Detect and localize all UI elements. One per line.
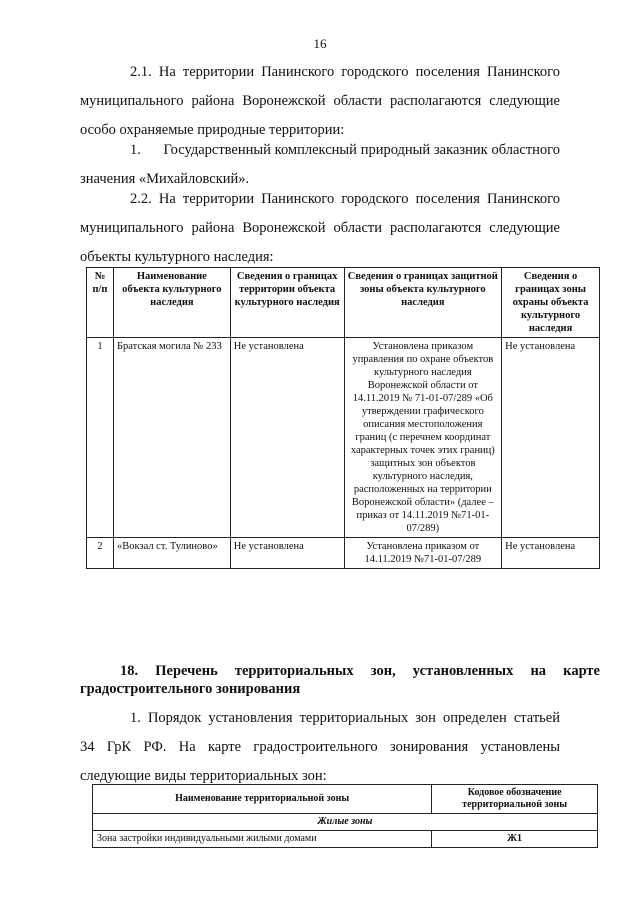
cell-protection-zone: Не установлена xyxy=(502,338,600,538)
intro-paragraph xyxy=(80,58,560,145)
list-item-line: 1. Государственный комплексный природный заказник областного xyxy=(130,142,560,158)
zones-group-row xyxy=(93,814,598,831)
section-heading-line: градостроительного зонирования xyxy=(80,681,301,697)
cell-name: Братская могила № 233 xyxy=(113,338,230,538)
section-heading-line: 18. Перечень территориальных зон, установленных на карте xyxy=(120,663,600,679)
zones-header-name: Наименование территориальной зоны xyxy=(93,785,432,814)
zones-intro-line: 1. Порядок установления территориальных зон определен статьей xyxy=(130,710,560,726)
cell-territory: Не установлена xyxy=(230,538,344,569)
intro2-line: муниципального района Воронежской области располагаются следующие xyxy=(80,220,560,236)
intro-line: 2.1. На территории Панинского городского поселения Панинского xyxy=(130,64,560,80)
intro2-line: 2.2. На территории Панинского городского поселения Панинского xyxy=(130,191,560,207)
cell-protection-zone: Не установлена xyxy=(502,538,600,569)
table-row xyxy=(87,538,600,569)
zones-group-label: Жилые зоны xyxy=(93,814,598,831)
zones-header-code: Кодовое обозначение территориальной зоны xyxy=(432,785,598,814)
page-number: 16 xyxy=(313,36,327,51)
table-row xyxy=(87,338,600,538)
cell-protective-zone: Установлена приказом управления по охране объектов культурного наследия Воронежской области от 14.11.2019 № 71-01-07/289 «Об утверждении графического описания местоположения границ (с перечнем координат характерных точек этих границ) защитных зон объектов культурного наследия, расположенных на территории Воронежской области» (далее – приказ от 14.11.2019 №71-01-07/289) xyxy=(344,338,502,538)
zones-intro-line: 34 ГрК РФ. На карте градостроительного зонирования установлены xyxy=(80,739,560,755)
cell-num: 1 xyxy=(87,338,114,538)
header-protection-zone: Сведения о границах зоны охраны объекта культурного наследия xyxy=(502,268,600,338)
heritage-table xyxy=(86,267,600,569)
intro2-paragraph xyxy=(80,185,560,272)
intro-line: особо охраняемые природные территории: xyxy=(80,122,345,138)
table-header-row xyxy=(87,268,600,338)
intro2-line: объекты культурного наследия: xyxy=(80,249,274,265)
cell-num: 2 xyxy=(87,538,114,569)
zones-table xyxy=(92,784,598,848)
intro-line: муниципального района Воронежской области располагаются следующие xyxy=(80,93,560,109)
zones-intro-line: следующие виды территориальных зон: xyxy=(80,768,327,784)
zone-code: Ж1 xyxy=(432,831,598,848)
zones-intro-paragraph xyxy=(80,704,560,791)
cell-territory: Не установлена xyxy=(230,338,344,538)
list-item-line: значения «Михайловский». xyxy=(80,171,250,187)
zone-name: Зона застройки индивидуальными жилыми домами xyxy=(93,831,432,848)
header-name: Наименование объекта культурного наследия xyxy=(113,268,230,338)
header-protective-zone: Сведения о границах защитной зоны объекта культурного наследия xyxy=(344,268,502,338)
table-row xyxy=(93,831,598,848)
header-territory: Сведения о границах территории объекта культурного наследия xyxy=(230,268,344,338)
header-num: № п/п xyxy=(87,268,114,338)
zones-header-row xyxy=(93,785,598,814)
section-heading xyxy=(80,662,600,698)
cell-name: «Вокзал ст. Тулиново» xyxy=(113,538,230,569)
cell-protective-zone: Установлена приказом от 14.11.2019 №71-01-07/289 xyxy=(344,538,502,569)
